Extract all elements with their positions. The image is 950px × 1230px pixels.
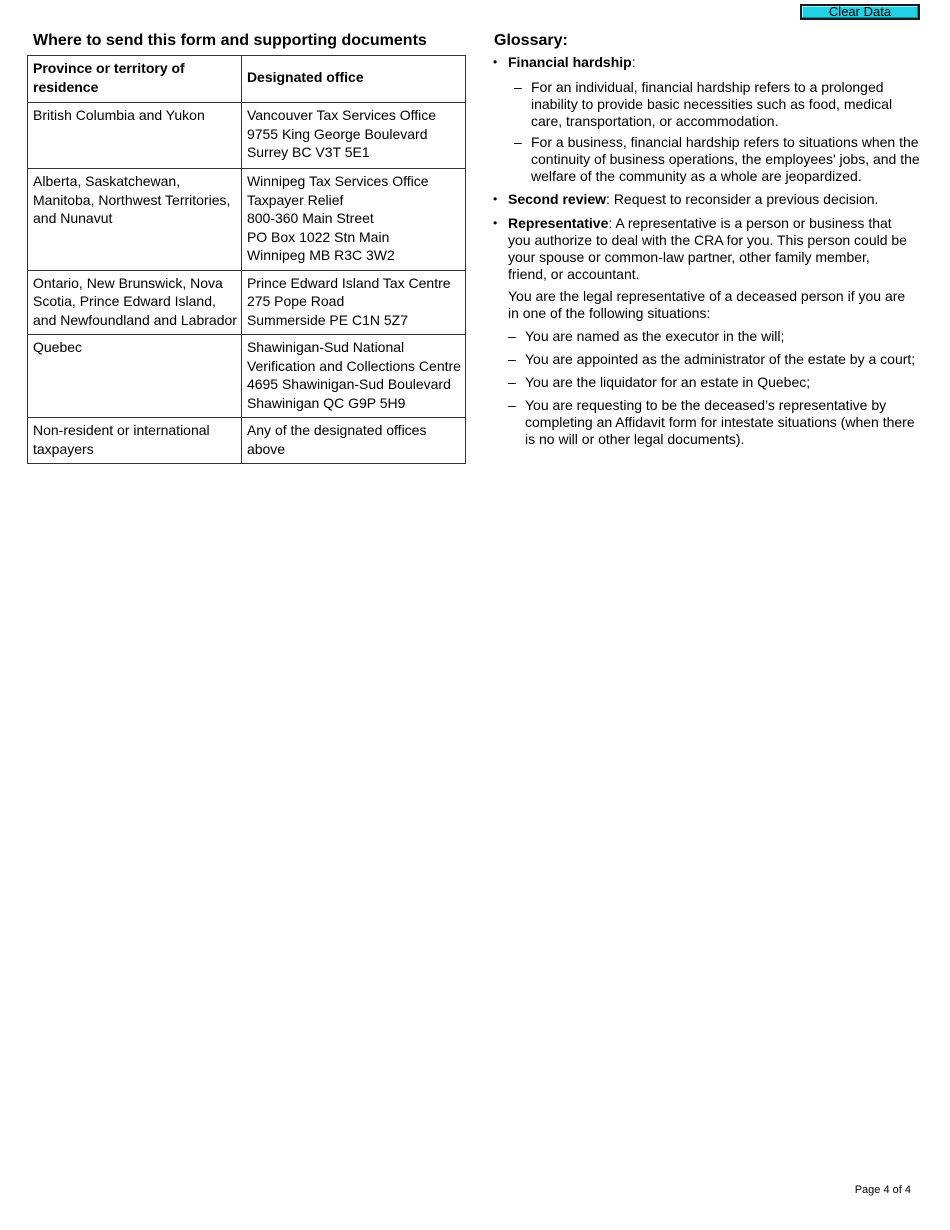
table-header-row [28,56,466,103]
region-line: Scotia, Prince Edward Island, [33,293,216,309]
region-line: Non-resident or international [33,422,210,438]
list-item [490,328,922,345]
situation-line: You are the liquidator for an estate in Quebec; [525,374,811,390]
office-cell [241,270,465,335]
region-line: and Newfoundland and Labrador [33,311,237,328]
dash-icon: – [514,134,522,150]
section-title-where-to-send: Where to send this form and supporting documents [33,32,427,49]
dash-icon: – [514,79,522,95]
clear-data-button[interactable]: Clear Data [800,4,920,20]
glossary-definition: : A representative is a person or business that [608,215,892,231]
definition-line: inability to provide basic necessities such as food, medical [531,96,893,112]
office-line: Shawinigan-Sud National [246,339,405,355]
table-row [28,418,466,464]
office-line: Summerside PE C1N 5Z7 [246,311,408,328]
deceased-intro [490,288,922,322]
bullet-icon: • [493,216,498,230]
situation-line: You are appointed as the administrator of the estate by a court; [525,351,916,367]
glossary-item-financial-hardship [490,54,922,71]
definition-line: care, transportation, or accommodation. [531,113,779,129]
definition-line: For a business, financial hardship refers to situations when the [531,134,919,150]
office-cell [241,418,465,464]
dash-icon: – [508,328,516,344]
region-line: Ontario, New Brunswick, Nova [33,274,223,291]
header-line: residence [33,78,99,95]
region-cell [28,169,242,271]
office-line: Vancouver Tax Services Office [246,107,437,123]
list-item [490,397,922,448]
region-line: Alberta, Saskatchewan, [33,173,181,189]
table-row [28,169,466,271]
designated-offices-table [27,55,466,464]
bullet-icon: • [493,192,498,206]
definition-line: you authorize to deal with the CRA for you. This person could be [508,232,907,248]
definition-line: For an individual, financial hardship refers to a prolonged [531,79,884,95]
glossary-list [490,54,922,448]
office-line: 800-360 Main Street [246,210,374,226]
glossary-term: Second review [508,191,607,207]
office-cell [241,169,465,271]
office-line: Prince Edward Island Tax Centre [246,274,451,291]
table-row [28,335,466,418]
office-cell [241,103,465,169]
situation-line: completing an Affidavit form for intestate situations (when there [525,414,915,430]
office-line: Shawinigan QC G9P 5H9 [246,394,406,411]
region-cell [28,103,242,169]
office-line: Surrey BC V3T 5E1 [246,144,370,160]
bullet-icon: • [493,55,498,69]
glossary-item-second-review [490,191,922,208]
situation-line: You are named as the executor in the will; [525,328,785,344]
region-line: taxpayers [33,440,94,457]
glossary-term: Financial hardship [508,54,632,70]
region-line: and Nunavut [33,210,113,226]
glossary-term: Representative [508,215,609,231]
region-cell [28,418,242,464]
region-cell [28,335,242,418]
dash-icon: – [508,397,516,413]
region-cell [28,270,242,335]
definition-line: welfare of the community as a whole are jeopardized. [531,168,862,184]
list-item [490,374,922,391]
list-item [490,79,922,130]
office-line: 275 Pope Road [246,293,345,309]
office-line: Taxpayer Relief [246,191,344,208]
dash-icon: – [508,351,516,367]
situation-line: You are requesting to be the deceased’s representative by [525,397,887,413]
office-cell [241,335,465,418]
glossary-item-representative [490,215,922,283]
region-line: Manitoba, Northwest Territories, [33,191,231,208]
office-line: 9755 King George Boulevard [246,125,428,142]
office-line: above [246,440,286,457]
page-number: Page 4 of 4 [854,1184,911,1196]
office-line: Any of the designated offices [246,422,427,438]
office-line: Winnipeg MB R3C 3W2 [246,247,395,263]
header-line: Province or territory of [33,60,185,76]
header-province [28,56,242,103]
definition-line: continuity of business operations, the employees' jobs, and the [531,151,920,167]
region-line: British Columbia and Yukon [33,107,205,123]
office-line: 4695 Shawinigan-Sud Boulevard [246,376,451,392]
list-item [490,351,922,368]
region-line: Quebec [33,339,83,355]
situation-line: is no will or other legal documents). [525,431,745,447]
table-row [28,103,466,169]
glossary-term-suffix: : [631,54,636,70]
glossary-definition: : Request to reconsider a previous decision. [606,191,879,207]
header-office [241,56,465,103]
office-line: Winnipeg Tax Services Office [246,173,429,189]
header-line: Designated office [246,69,364,86]
definition-line: in one of the following situations: [508,305,711,321]
list-item [490,134,922,185]
definition-line: You are the legal representative of a deceased person if you are [508,288,906,304]
glossary-title: Glossary: [494,32,568,49]
dash-icon: – [508,374,516,390]
definition-line: your spouse or common-law partner, other family member, [508,249,870,265]
definition-line [508,215,922,232]
table-row [28,270,466,335]
definition-line: friend, or accountant. [508,266,640,282]
office-line: Verification and Collections Centre [246,357,461,374]
office-line: PO Box 1022 Stn Main [246,228,390,245]
